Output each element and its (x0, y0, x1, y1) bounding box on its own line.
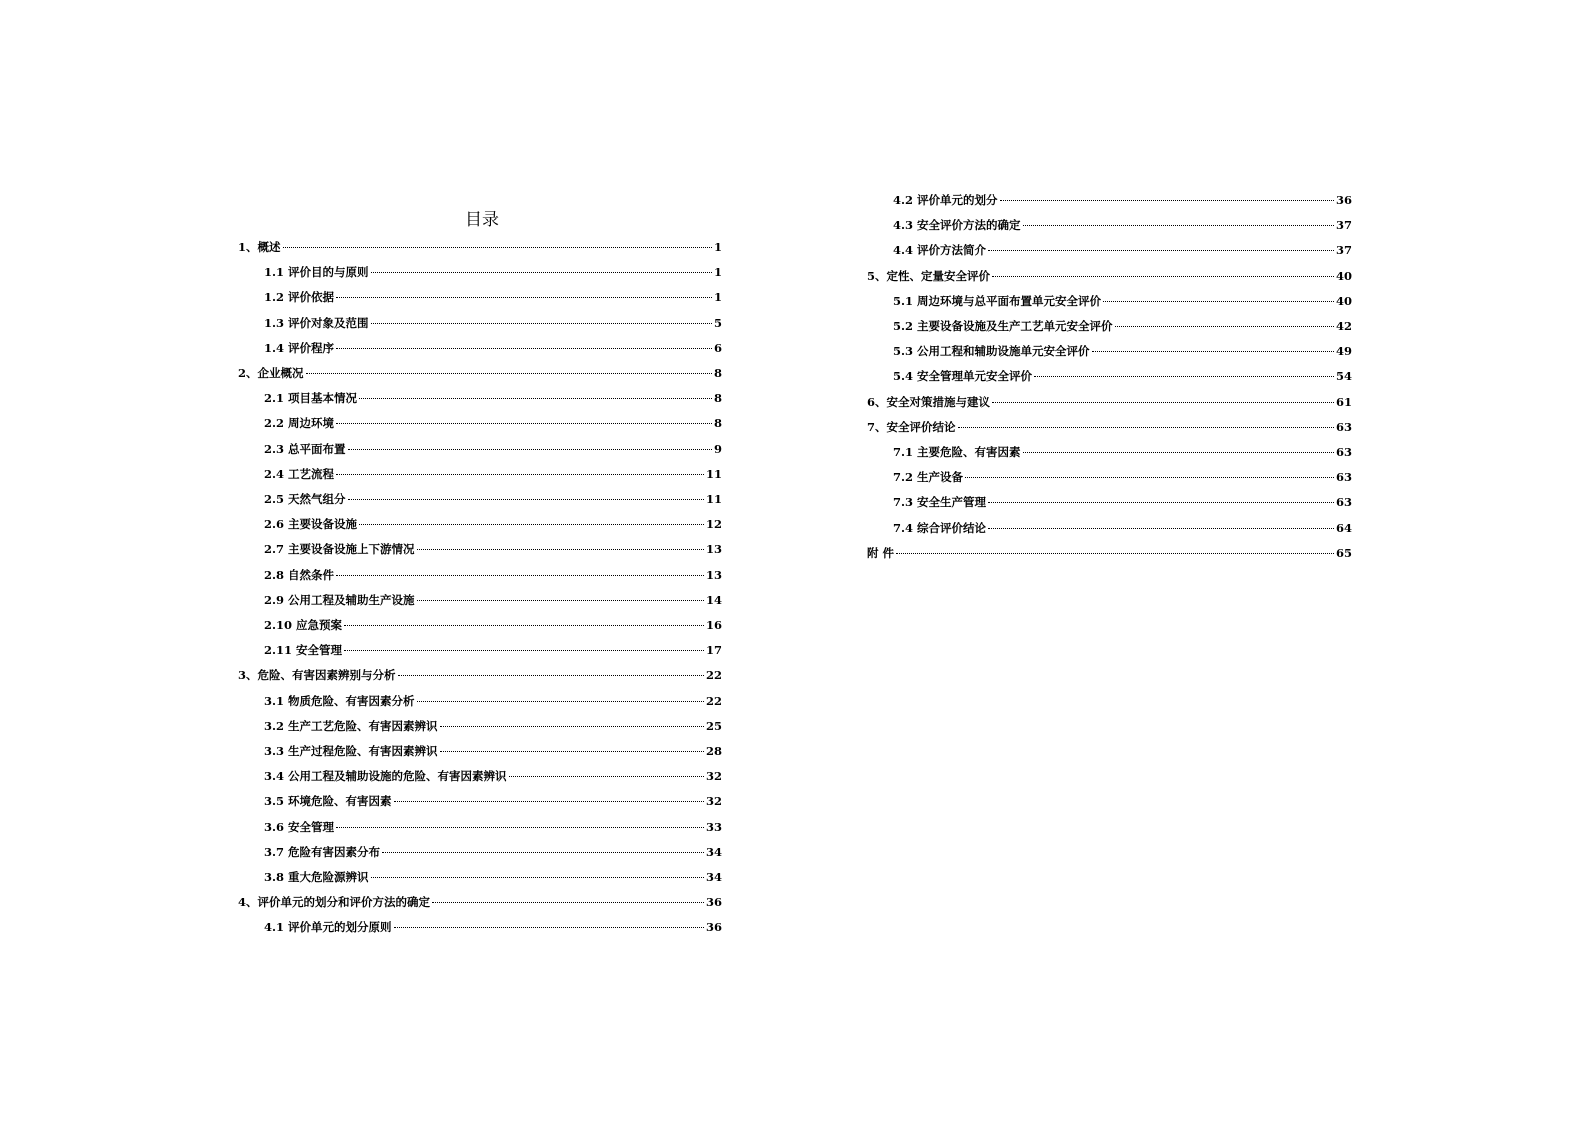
toc-entry[interactable] (264, 288, 722, 306)
toc-leader-dots (336, 827, 704, 828)
toc-entry[interactable] (264, 389, 722, 407)
toc-entry-page: 8 (713, 366, 722, 380)
toc-entry-page: 13 (705, 542, 722, 557)
toc-entry-label: 3、危险、有害因素辨别与分析 (238, 668, 396, 683)
toc-entry-label: 附 件 (867, 545, 895, 560)
toc-entry-page: 12 (705, 517, 722, 532)
toc-entry-label: 1.4 评价程序 (264, 340, 335, 355)
toc-entry-label: 2.4 工艺流程 (264, 466, 335, 481)
toc-entry-page: 63 (1335, 419, 1352, 434)
toc-entry-page: 9 (713, 441, 722, 456)
toc-leader-dots (382, 852, 704, 853)
toc-entry-page: 34 (705, 844, 722, 859)
toc-entry-page: 37 (1335, 218, 1352, 233)
toc-entry-page: 16 (705, 618, 722, 632)
toc-entry-page: 1 (713, 240, 722, 254)
toc-entry-page: 32 (705, 794, 722, 809)
toc-entry[interactable] (867, 544, 1352, 562)
toc-entry-label: 2.1 项目基本情况 (264, 391, 358, 406)
toc-entry[interactable] (264, 314, 722, 332)
toc-entry[interactable] (238, 364, 722, 382)
toc-entry-page: 17 (705, 643, 722, 658)
toc-entry-page: 34 (705, 870, 722, 884)
toc-entry[interactable] (264, 566, 722, 584)
toc-entry[interactable] (238, 238, 722, 256)
toc-entry-label: 3.4 公用工程及辅助设施的危险、有害因素辨识 (264, 769, 507, 784)
toc-entry-page: 11 (705, 492, 722, 506)
toc-entry[interactable] (264, 818, 722, 836)
toc-entry[interactable] (893, 493, 1352, 511)
toc-leader-dots (992, 402, 1334, 403)
toc-entry[interactable] (264, 717, 722, 735)
toc-leader-dots (417, 701, 704, 702)
toc-leader-dots (1000, 200, 1334, 201)
toc-entry[interactable] (264, 591, 722, 609)
toc-entry[interactable] (867, 393, 1352, 411)
toc-entry-page: 61 (1335, 394, 1352, 409)
toc-leader-dots (417, 600, 704, 601)
toc-entry-page: 42 (1335, 319, 1352, 333)
toc-entry-label: 3.1 物质危险、有害因素分析 (264, 693, 415, 708)
toc-entry-label: 1.3 评价对象及范围 (264, 315, 369, 330)
toc-entry[interactable] (893, 191, 1352, 209)
toc-entry-label: 3.7 危险有害因素分布 (264, 844, 381, 859)
toc-leader-dots (440, 726, 704, 727)
toc-leader-dots (371, 272, 712, 273)
toc-entry-label: 7、安全评价结论 (867, 419, 956, 434)
toc-leader-dots (344, 625, 704, 626)
toc-entry[interactable] (264, 792, 722, 810)
toc-entry[interactable] (264, 616, 722, 634)
toc-entry-page: 25 (705, 718, 722, 733)
toc-leader-dots (1023, 452, 1334, 453)
toc-leader-dots (394, 801, 704, 802)
toc-entry-label: 5.3 公用工程和辅助设施单元安全评价 (893, 344, 1090, 359)
toc-entry-label: 3.3 生产过程危险、有害因素辨识 (264, 744, 438, 758)
toc-leader-dots (1034, 376, 1334, 377)
toc-leader-dots (417, 549, 704, 550)
toc-entry-page: 36 (705, 920, 722, 935)
toc-entry-label: 2.6 主要设备设施 (264, 517, 358, 532)
toc-entry[interactable] (264, 843, 722, 861)
toc-leader-dots (336, 423, 712, 424)
toc-leader-dots (394, 927, 704, 928)
toc-entry-page: 1 (713, 265, 722, 280)
toc-entry-label: 2.7 主要设备设施上下游情况 (264, 542, 415, 557)
toc-leader-dots (988, 528, 1334, 529)
toc-entry[interactable] (264, 918, 722, 936)
toc-entry-label: 4.2 评价单元的划分 (893, 193, 998, 207)
toc-entry-label: 7.2 生产设备 (893, 470, 964, 485)
toc-leader-dots (1023, 225, 1334, 226)
toc-leader-dots (371, 323, 712, 324)
toc-entry-label: 2.10 应急预案 (264, 618, 343, 632)
toc-leader-dots (306, 373, 712, 374)
toc-leader-dots (988, 250, 1334, 251)
toc-entry[interactable] (893, 342, 1352, 360)
toc-entry-label: 4.4 评价方法简介 (893, 243, 987, 258)
toc-entry[interactable] (264, 868, 722, 886)
toc-leader-dots (1115, 326, 1334, 327)
toc-entry-page: 8 (713, 391, 722, 406)
toc-entry-page: 65 (1335, 545, 1352, 560)
toc-leader-dots (958, 427, 1334, 428)
toc-entry-page: 36 (1335, 193, 1352, 207)
toc-entry-page: 40 (1335, 268, 1352, 283)
toc-leader-dots (348, 449, 712, 450)
toc-entry-label: 2.2 周边环境 (264, 416, 335, 431)
toc-entry[interactable] (264, 263, 722, 281)
toc-leader-dots (336, 474, 704, 475)
toc-entry-label: 6、安全对策措施与建议 (867, 394, 991, 409)
toc-leader-dots (283, 247, 712, 248)
toc-entry[interactable] (264, 540, 722, 558)
toc-entry-page: 63 (1335, 470, 1352, 485)
toc-entry-label: 5.1 周边环境与总平面布置单元安全评价 (893, 293, 1102, 308)
toc-entry-page: 49 (1335, 344, 1352, 359)
toc-entry-label: 3.8 重大危险源辨识 (264, 870, 369, 884)
toc-entry-page: 11 (705, 466, 722, 481)
toc-entry[interactable] (893, 519, 1352, 537)
toc-entry-page: 22 (705, 668, 722, 683)
toc-entry-label: 3.6 安全管理 (264, 819, 335, 834)
toc-leader-dots (371, 877, 704, 878)
toc-entry-page: 63 (1335, 445, 1352, 459)
toc-entry-page: 32 (705, 769, 722, 784)
toc-leader-dots (509, 776, 704, 777)
toc-entry-label: 5.4 安全管理单元安全评价 (893, 369, 1033, 384)
toc-entry-page: 37 (1335, 243, 1352, 258)
toc-entry-page: 5 (713, 315, 722, 330)
toc-entry[interactable] (893, 241, 1352, 259)
toc-entry[interactable] (893, 443, 1352, 461)
toc-entry-label: 7.4 综合评价结论 (893, 520, 987, 535)
toc-entry-label: 1.1 评价目的与原则 (264, 265, 369, 280)
toc-entry[interactable] (264, 339, 722, 357)
toc-entry-label: 3.2 生产工艺危险、有害因素辨识 (264, 718, 438, 733)
toc-entry[interactable] (264, 767, 722, 785)
toc-entry[interactable] (893, 216, 1352, 234)
toc-entry[interactable] (264, 414, 722, 432)
toc-entry[interactable] (893, 468, 1352, 486)
toc-entry[interactable] (264, 465, 722, 483)
toc-entry[interactable] (264, 515, 722, 533)
toc-entry[interactable] (893, 292, 1352, 310)
toc-entry-label: 1、概述 (238, 240, 281, 254)
toc-entry[interactable] (893, 367, 1352, 385)
toc-leader-dots (896, 553, 1334, 554)
toc-entry-page: 6 (713, 340, 722, 355)
toc-leader-dots (965, 477, 1334, 478)
toc-entry-page: 54 (1335, 369, 1352, 384)
toc-entry[interactable] (238, 666, 722, 684)
toc-entry-page: 36 (705, 895, 722, 910)
toc-entry-label: 4.1 评价单元的划分原则 (264, 920, 392, 935)
toc-leader-dots (359, 398, 712, 399)
toc-leader-dots (440, 751, 704, 752)
toc-entry-page: 64 (1335, 520, 1352, 535)
toc-entry[interactable] (264, 742, 722, 760)
toc-leader-dots (988, 502, 1334, 503)
toc-entry-page: 13 (705, 567, 722, 582)
toc-entry-label: 2.9 公用工程及辅助生产设施 (264, 592, 415, 607)
toc-leader-dots (336, 348, 712, 349)
toc-entry[interactable] (264, 641, 722, 659)
toc-leader-dots (1103, 301, 1334, 302)
page-title: 目录 (465, 210, 499, 230)
toc-entry-page: 33 (705, 819, 722, 834)
toc-leader-dots (336, 575, 704, 576)
toc-entry-label: 2.5 天然气组分 (264, 492, 346, 506)
toc-entry-label: 2.3 总平面布置 (264, 441, 346, 456)
toc-entry-label: 7.3 安全生产管理 (893, 495, 987, 510)
toc-entry-label: 7.1 主要危险、有害因素 (893, 445, 1021, 459)
toc-leader-dots (432, 902, 704, 903)
toc-leader-dots (344, 650, 704, 651)
toc-entry-label: 5.2 主要设备设施及生产工艺单元安全评价 (893, 319, 1113, 333)
toc-entry-label: 3.5 环境危险、有害因素 (264, 794, 392, 809)
toc-entry-label: 2、企业概况 (238, 366, 304, 380)
toc-entry-page: 63 (1335, 495, 1352, 510)
toc-entry[interactable] (238, 893, 722, 911)
toc-entry[interactable] (264, 692, 722, 710)
toc-entry[interactable] (893, 317, 1352, 335)
toc-entry-page: 40 (1335, 293, 1352, 308)
toc-leader-dots (336, 297, 712, 298)
toc-leader-dots (359, 524, 704, 525)
toc-entry-label: 4、评价单元的划分和评价方法的确定 (238, 895, 430, 910)
toc-entry-page: 1 (713, 290, 722, 305)
toc-entry-label: 2.8 自然条件 (264, 567, 335, 582)
toc-leader-dots (992, 276, 1334, 277)
toc-entry-page: 8 (713, 416, 722, 431)
toc-entry[interactable] (867, 267, 1352, 285)
toc-leader-dots (1092, 351, 1334, 352)
toc-entry[interactable] (264, 490, 722, 508)
toc-entry-label: 1.2 评价依据 (264, 290, 335, 305)
toc-entry-label: 4.3 安全评价方法的确定 (893, 218, 1021, 233)
toc-entry[interactable] (867, 418, 1352, 436)
toc-leader-dots (348, 499, 704, 500)
toc-leader-dots (398, 675, 704, 676)
toc-entry-page: 28 (705, 744, 722, 758)
toc-entry-page: 22 (705, 693, 722, 708)
toc-entry-page: 14 (705, 592, 722, 607)
toc-entry[interactable] (264, 440, 722, 458)
toc-entry-label: 2.11 安全管理 (264, 643, 343, 658)
toc-entry-label: 5、定性、定量安全评价 (867, 268, 991, 283)
